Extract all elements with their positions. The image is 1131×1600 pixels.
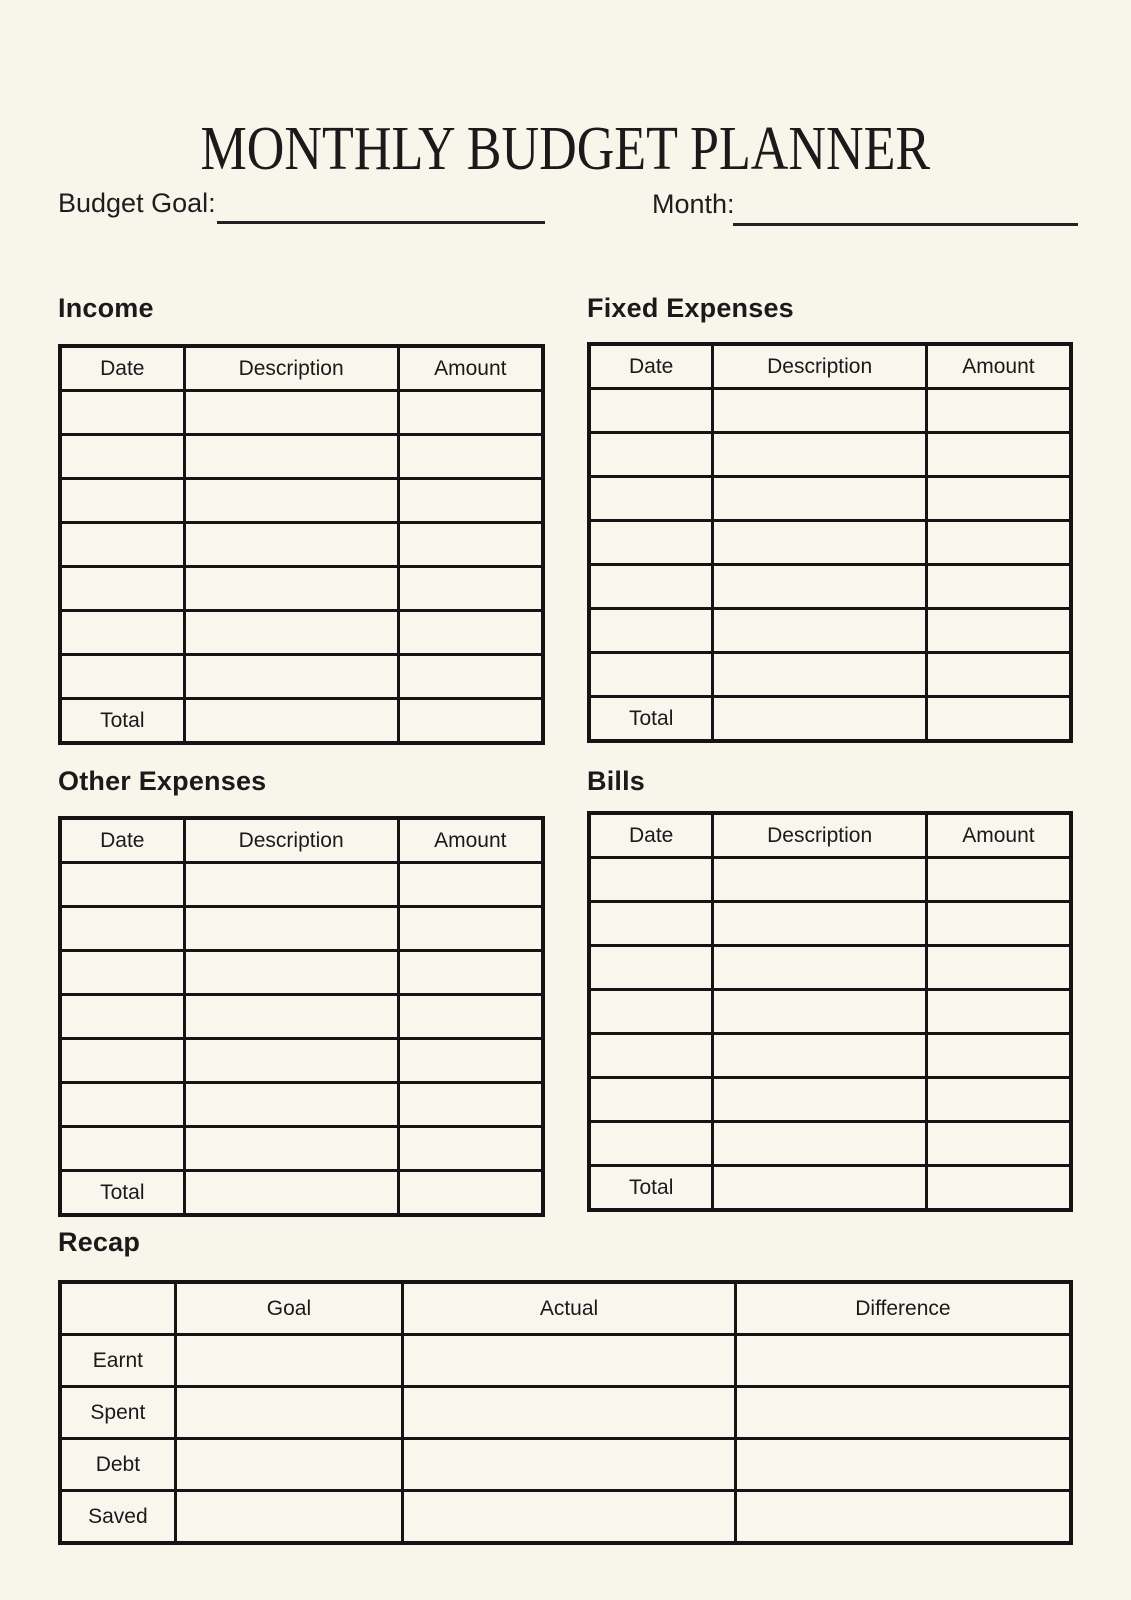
column-header-date: Date [589, 344, 713, 389]
other-expenses-section-heading: Other Expenses [58, 766, 267, 796]
empty-cell [926, 902, 1071, 946]
month-label: Month: [652, 189, 735, 219]
empty-cell [60, 435, 184, 479]
empty-cell [713, 433, 927, 477]
empty-cell [589, 990, 713, 1034]
empty-cell [926, 990, 1071, 1034]
recap-corner-cell [60, 1282, 175, 1335]
empty-cell [398, 1039, 543, 1083]
column-header-amount: Amount [398, 818, 543, 863]
header-row [589, 813, 1071, 858]
empty-cell [175, 1491, 402, 1544]
empty-cell [60, 479, 184, 523]
empty-cell [589, 1122, 713, 1166]
empty-row [589, 946, 1071, 990]
empty-row [60, 479, 543, 523]
recap-row-spent [60, 1387, 1071, 1439]
empty-cell [713, 1122, 927, 1166]
empty-cell [398, 863, 543, 907]
column-header-description: Description [184, 818, 398, 863]
fixed-expenses-table-body [589, 389, 1071, 697]
empty-cell [926, 477, 1071, 521]
income-table-body [60, 391, 543, 699]
empty-cell [926, 609, 1071, 653]
bills-table-body [589, 858, 1071, 1166]
page-title [0, 114, 1131, 183]
empty-cell [589, 389, 713, 433]
empty-cell [184, 1039, 398, 1083]
empty-cell [403, 1491, 736, 1544]
empty-cell [589, 858, 713, 902]
empty-cell [398, 391, 543, 435]
empty-row [60, 863, 543, 907]
empty-cell [713, 389, 927, 433]
column-header-date: Date [60, 346, 184, 391]
empty-cell [184, 1083, 398, 1127]
column-header-difference: Difference [735, 1282, 1071, 1335]
empty-cell [589, 1078, 713, 1122]
recap-row-earnt [60, 1335, 1071, 1387]
budget-goal-blank-line [217, 221, 545, 224]
empty-cell [713, 990, 927, 1034]
empty-cell [184, 391, 398, 435]
empty-cell [713, 477, 927, 521]
empty-cell [589, 609, 713, 653]
total-row [60, 699, 543, 744]
bills-table-footer [589, 1166, 1071, 1211]
empty-cell [60, 523, 184, 567]
empty-cell [926, 946, 1071, 990]
empty-cell [926, 389, 1071, 433]
empty-cell [184, 863, 398, 907]
column-header-description: Description [713, 344, 927, 389]
income-table-header [60, 346, 543, 391]
empty-cell [589, 565, 713, 609]
total-amount-cell [398, 1171, 543, 1216]
empty-row [589, 902, 1071, 946]
empty-cell [398, 435, 543, 479]
empty-cell [926, 433, 1071, 477]
empty-cell [60, 1083, 184, 1127]
empty-cell [175, 1439, 402, 1491]
empty-row [60, 567, 543, 611]
empty-cell [713, 1034, 927, 1078]
total-label: Total [60, 699, 184, 744]
fixed-expenses-table-footer [589, 697, 1071, 742]
total-row [589, 1166, 1071, 1211]
bills-table [587, 811, 1073, 1212]
empty-row [589, 858, 1071, 902]
empty-cell [713, 902, 927, 946]
total-label: Total [60, 1171, 184, 1216]
empty-cell [60, 907, 184, 951]
fixed-expenses-table-header [589, 344, 1071, 389]
other-expenses-table [58, 816, 545, 1217]
empty-cell [398, 1127, 543, 1171]
empty-row [589, 609, 1071, 653]
empty-cell [713, 1078, 927, 1122]
empty-cell [589, 1034, 713, 1078]
column-header-actual: Actual [403, 1282, 736, 1335]
recap-row-label: Spent [60, 1387, 175, 1439]
empty-row [589, 565, 1071, 609]
column-header-goal: Goal [175, 1282, 402, 1335]
empty-row [589, 990, 1071, 1034]
total-row [60, 1171, 543, 1216]
empty-row [589, 477, 1071, 521]
recap-section-heading: Recap [58, 1227, 141, 1257]
empty-row [60, 391, 543, 435]
empty-cell [735, 1387, 1071, 1439]
empty-cell [398, 951, 543, 995]
budget-goal-label: Budget Goal: [58, 188, 216, 218]
empty-row [60, 1127, 543, 1171]
recap-table-body [60, 1335, 1071, 1544]
empty-cell [60, 995, 184, 1039]
empty-cell [926, 521, 1071, 565]
bills-table-header [589, 813, 1071, 858]
empty-cell [184, 655, 398, 699]
empty-cell [926, 1078, 1071, 1122]
total-label: Total [589, 1166, 713, 1211]
income-table [58, 344, 545, 745]
empty-row [60, 611, 543, 655]
column-header-description: Description [713, 813, 927, 858]
empty-cell [184, 1127, 398, 1171]
other-expenses-table-body [60, 863, 543, 1171]
empty-cell [184, 479, 398, 523]
empty-cell [713, 609, 927, 653]
recap-row-label: Debt [60, 1439, 175, 1491]
empty-cell [60, 655, 184, 699]
empty-cell [403, 1439, 736, 1491]
empty-cell [713, 946, 927, 990]
empty-cell [589, 521, 713, 565]
empty-cell [60, 1127, 184, 1171]
empty-cell [398, 1083, 543, 1127]
other-expenses-table-footer [60, 1171, 543, 1216]
empty-cell [175, 1387, 402, 1439]
empty-row [60, 1083, 543, 1127]
month-blank-line [733, 223, 1078, 226]
empty-cell [926, 1122, 1071, 1166]
empty-cell [60, 391, 184, 435]
empty-row [60, 1039, 543, 1083]
empty-cell [60, 863, 184, 907]
empty-row [60, 523, 543, 567]
empty-cell [175, 1335, 402, 1387]
column-header-date: Date [589, 813, 713, 858]
empty-cell [60, 951, 184, 995]
empty-cell [398, 611, 543, 655]
empty-cell [184, 907, 398, 951]
empty-cell [589, 477, 713, 521]
empty-row [60, 907, 543, 951]
total-amount-cell [398, 699, 543, 744]
empty-cell [589, 433, 713, 477]
empty-cell [926, 858, 1071, 902]
empty-row [589, 521, 1071, 565]
total-amount-cell [926, 697, 1071, 742]
empty-cell [184, 611, 398, 655]
header-row [60, 818, 543, 863]
empty-row [589, 1122, 1071, 1166]
recap-table [58, 1280, 1073, 1545]
empty-cell [403, 1335, 736, 1387]
empty-row [60, 995, 543, 1039]
empty-cell [926, 1034, 1071, 1078]
empty-cell [184, 435, 398, 479]
empty-row [589, 1078, 1071, 1122]
total-description-cell [184, 699, 398, 744]
empty-cell [713, 521, 927, 565]
empty-cell [713, 653, 927, 697]
bills-section-heading: Bills [587, 766, 646, 796]
empty-cell [735, 1491, 1071, 1544]
empty-cell [589, 653, 713, 697]
header-row [589, 344, 1071, 389]
empty-cell [398, 655, 543, 699]
empty-cell [589, 902, 713, 946]
empty-cell [398, 479, 543, 523]
empty-cell [735, 1439, 1071, 1491]
empty-row [60, 951, 543, 995]
total-amount-cell [926, 1166, 1071, 1211]
empty-cell [713, 858, 927, 902]
empty-cell [398, 995, 543, 1039]
empty-cell [926, 653, 1071, 697]
column-header-description: Description [184, 346, 398, 391]
recap-row-saved [60, 1491, 1071, 1544]
column-header-amount: Amount [926, 344, 1071, 389]
recap-table-header [60, 1282, 1071, 1335]
empty-cell [589, 946, 713, 990]
empty-cell [184, 995, 398, 1039]
empty-cell [398, 907, 543, 951]
total-description-cell [713, 1166, 927, 1211]
empty-cell [184, 951, 398, 995]
empty-cell [398, 523, 543, 567]
header-row [60, 1282, 1071, 1335]
empty-row [589, 1034, 1071, 1078]
empty-cell [60, 611, 184, 655]
total-description-cell [713, 697, 927, 742]
recap-row-label: Earnt [60, 1335, 175, 1387]
empty-row [589, 389, 1071, 433]
empty-cell [713, 565, 927, 609]
total-row [589, 697, 1071, 742]
empty-row [60, 435, 543, 479]
empty-cell [403, 1387, 736, 1439]
fixed-expenses-section-heading: Fixed Expenses [587, 293, 794, 323]
header-row [60, 346, 543, 391]
empty-cell [398, 567, 543, 611]
empty-cell [184, 567, 398, 611]
empty-cell [60, 1039, 184, 1083]
total-description-cell [184, 1171, 398, 1216]
column-header-amount: Amount [398, 346, 543, 391]
empty-row [60, 655, 543, 699]
recap-row-debt [60, 1439, 1071, 1491]
empty-row [589, 433, 1071, 477]
fixed-expenses-table [587, 342, 1073, 743]
empty-cell [60, 567, 184, 611]
income-section-heading: Income [58, 293, 154, 323]
column-header-date: Date [60, 818, 184, 863]
empty-cell [735, 1335, 1071, 1387]
empty-cell [926, 565, 1071, 609]
column-header-amount: Amount [926, 813, 1071, 858]
page-title-text: MONTHLY BUDGET PLANNER [200, 114, 931, 183]
income-table-footer [60, 699, 543, 744]
recap-row-label: Saved [60, 1491, 175, 1544]
empty-cell [184, 523, 398, 567]
empty-row [589, 653, 1071, 697]
other-expenses-table-header [60, 818, 543, 863]
total-label: Total [589, 697, 713, 742]
